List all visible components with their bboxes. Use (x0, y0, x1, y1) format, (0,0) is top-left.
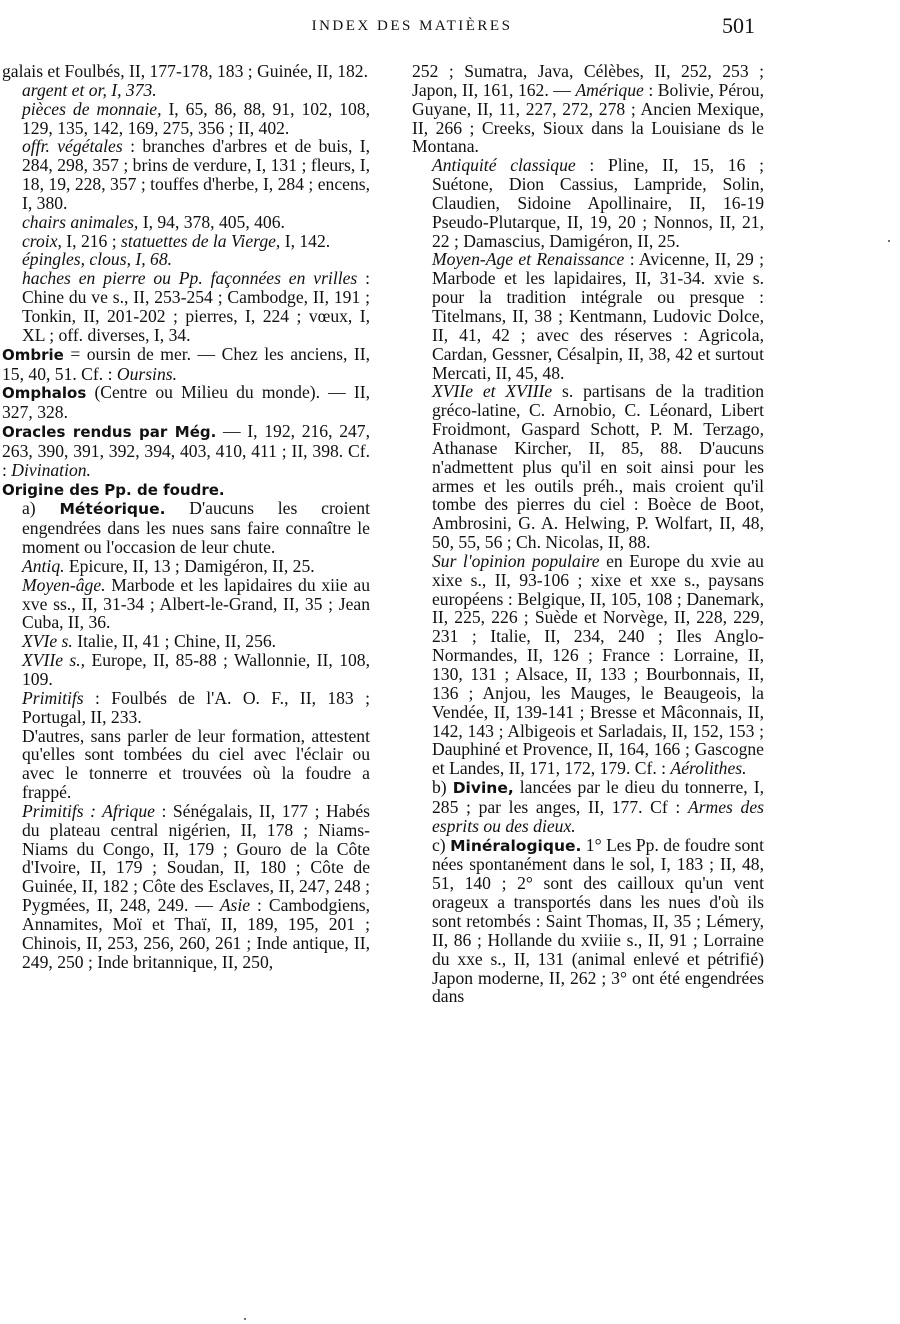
index-line: Sur l'opinion populaire en Europe du xvie au xixe s., II, 93-106 ; xixe et xxe s., paysans européens : Belgique, II, 105, 108 ; Danemark, II, 225, 226 ; Suède et Norvège, II, 228, 229, 231 ; Italie, II, 234, 240 ; Iles Anglo-Normandes, II, 126 ; France : Lorraine, II, 130, 131 ; Alsace, II, 133 ; Bourbonnais, II, 136 ; Anjou, les Mauges, le Beaugeois, la Vendée, II, 139-141 ; Bresse et Mâconnais, II, 142, 143 ; Albigeois et Sarladais, II, 152, 153 ; Dauphiné et Provence, II, 164, 166 ; Gascogne et Landes, II, 171, 172, 179. Cf. : Aérolithes. (432, 550, 764, 779)
entry-omphalos: Omphalos (Centre ou Milieu du monde). — II, 327, 328. (2, 382, 370, 423)
index-line: Moyen-âge. Marbode et les lapidaires du xiie au xve ss., II, 31-34 ; Albert-le-Grand, II, 35 ; Jean Cuba, II, 36. (22, 574, 370, 633)
index-line: XVIIe et XVIIIe s. partisans de la tradition gréco-latine, C. Arnobio, C. Léonard, Libert Froidmont, Gaspard Schott, P. M. Terzago, Athanase Kircher, II, 85, 88. D'aucuns n'admettent plus qu'il en soit ainsi pour les armes et les outils préh., mais croient qu'il tombe des pierres du ciel : Boèce de Boot, Ambrosini, G. A. Helwing, P. Wolfart, II, 48, 50, 55, 56 ; Ch. Nicolas, II, 88. (432, 381, 764, 553)
index-line: Antiq. Epicure, II, 13 ; Damigéron, II, 25. (22, 555, 315, 576)
subsection-meteorique: a) Météorique. D'aucuns les croient engendrées dans les nues sans faire connaître le moment ou l'occasion de leur chute. (22, 498, 370, 558)
index-line: Moyen-Age et Renaissance : Avicenne, II, 29 ; Marbode et les lapidaires, II, 31-34. xvie s. pour la tradition intégrale ou presque : Titelmans, II, 38 ; Kentmann, Ludovic Dolce, II, 41, 42 ; avec des réserves : Agricola, Cardan, Gessner, Césalpin, II, 38, 42 et surtout Mercati, II, 45, 48. (432, 249, 764, 383)
index-line: pièces de monnaie, I, 65, 86, 88, 91, 102, 108, 129, 135, 142, 169, 275, 356 ; II, 402. (22, 98, 371, 138)
left-column (2, 62, 370, 972)
index-line: Antiquité classique : Pline, II, 15, 16 ; Suétone, Dion Cassius, Lampride, Solin, Claudien, Sidoine Apollinaire, II, 16-19 Pseudo-Plutarque, II, 19, 20 ; Nonnos, II, 21, 22 ; Damascius, Damigéron, II, 25. (432, 155, 764, 251)
index-line: Primitifs : Afrique : Sénégalais, II, 177 ; Habés du plateau central nigérien, II, 178 ; Niams-Niams du Congo, II, 179 ; Gouro de la Côte d'Ivoire, II, 179 ; Soudan, II, 180 ; Côte de Guinée, II, 182 ; Côte des Esclaves, II, 247, 248 ; Pygmées, II, 248, 249. — Asie : Cambodgiens, Annamites, Moï et Thaï, II, 189, 195, 201 ; Chinois, II, 253, 256, 260, 261 ; Inde antique, II, 249, 250 ; Inde britannique, II, 250, (22, 800, 370, 972)
entry-oracles: Oracles rendus par Még. — I, 192, 216, 247, 263, 390, 391, 392, 394, 403, 410, 411 ; II, 398. Cf. : Divination. (2, 421, 370, 480)
index-line: chairs animales, I, 94, 378, 405, 406. (22, 211, 285, 232)
right-column (412, 62, 764, 1006)
index-line: Primitifs : Foulbés de l'A. O. F., II, 183 ; Portugal, II, 233. (22, 687, 370, 727)
index-line: XVIe s. Italie, II, 41 ; Chine, II, 256. (22, 631, 277, 652)
index-line: 252 ; Sumatra, Java, Célèbes, II, 252, 253 ; Japon, II, 161, 162. — Amérique : Bolivie, Pérou, Guyane, II, 11, 227, 272, 278 ; Ancien Mexique, II, 266 ; Creeks, Sioux dans la Louisiane ds le Montana. (412, 61, 764, 157)
index-line: D'autres, sans parler de leur formation, attestent qu'elles sont tombées du ciel avec l'éclair ou avec le tonnerre et trouvées où la foudre a frappé. (22, 725, 370, 803)
entry-ombrie: Ombrie = oursin de mer. — Chez les anciens, II, 15, 40, 51. Cf. : Oursins. (2, 343, 370, 384)
index-line: XVIIe s., Europe, II, 85-88 ; Wallonnie, II, 108, 109. (22, 650, 370, 689)
running-title: INDEX DES MATIÈRES (311, 18, 513, 34)
page-number: 501 (722, 13, 755, 38)
scan-speck (244, 1318, 246, 1320)
index-line: épingles, clous, I, 68. (22, 249, 173, 270)
index-line: croix, I, 216 ; statuettes de la Vierge, I, 142. (22, 230, 331, 251)
scan-speck (888, 240, 890, 242)
subsection-divine: b) Divine, lancées par le dieu du tonnerre, I, 285 ; par les anges, II, 177. Cf : Armes des esprits ou des dieux. (432, 777, 765, 836)
index-line: argent et or, I, 373. (22, 79, 157, 100)
index-line: galais et Foulbés, II, 177-178, 183 ; Guinée, II, 182. (2, 61, 368, 81)
entry-origine: Origine des Pp. de foudre. (2, 480, 225, 499)
index-line: haches en pierre ou Pp. façonnées en vrilles : Chine du ve s., II, 253-254 ; Cambodge, II, 191 ; Tonkin, II, 201-202 ; pierres, I, 224 ; vœux, I, XL ; off. diverses, I, 34. (22, 268, 370, 345)
index-line: offr. végétales : branches d'arbres et de buis, I, 284, 298, 357 ; brins de verdure, I, 131 ; fleurs, I, 18, 19, 228, 357 ; touffes d'herbe, I, 284 ; encens, I, 380. (22, 136, 371, 213)
subsection-mineralogique: c) Minéralogique. 1° Les Pp. de foudre sont nées spontanément dans le sol, I, 183 ; II, 48, 51, 140 ; 2° sont des cailloux qu'un vent orageux a transportés dans les nues d'où ils sont retombés : Saint Thomas, II, 35 ; Lémery, II, 86 ; Hollande du xviiie s., II, 91 ; Lorraine du xxe s., II, 131 (animal enlevé et pétrifié) Japon moderne, II, 262 ; 3° ont été engendrées dans (432, 834, 764, 1007)
